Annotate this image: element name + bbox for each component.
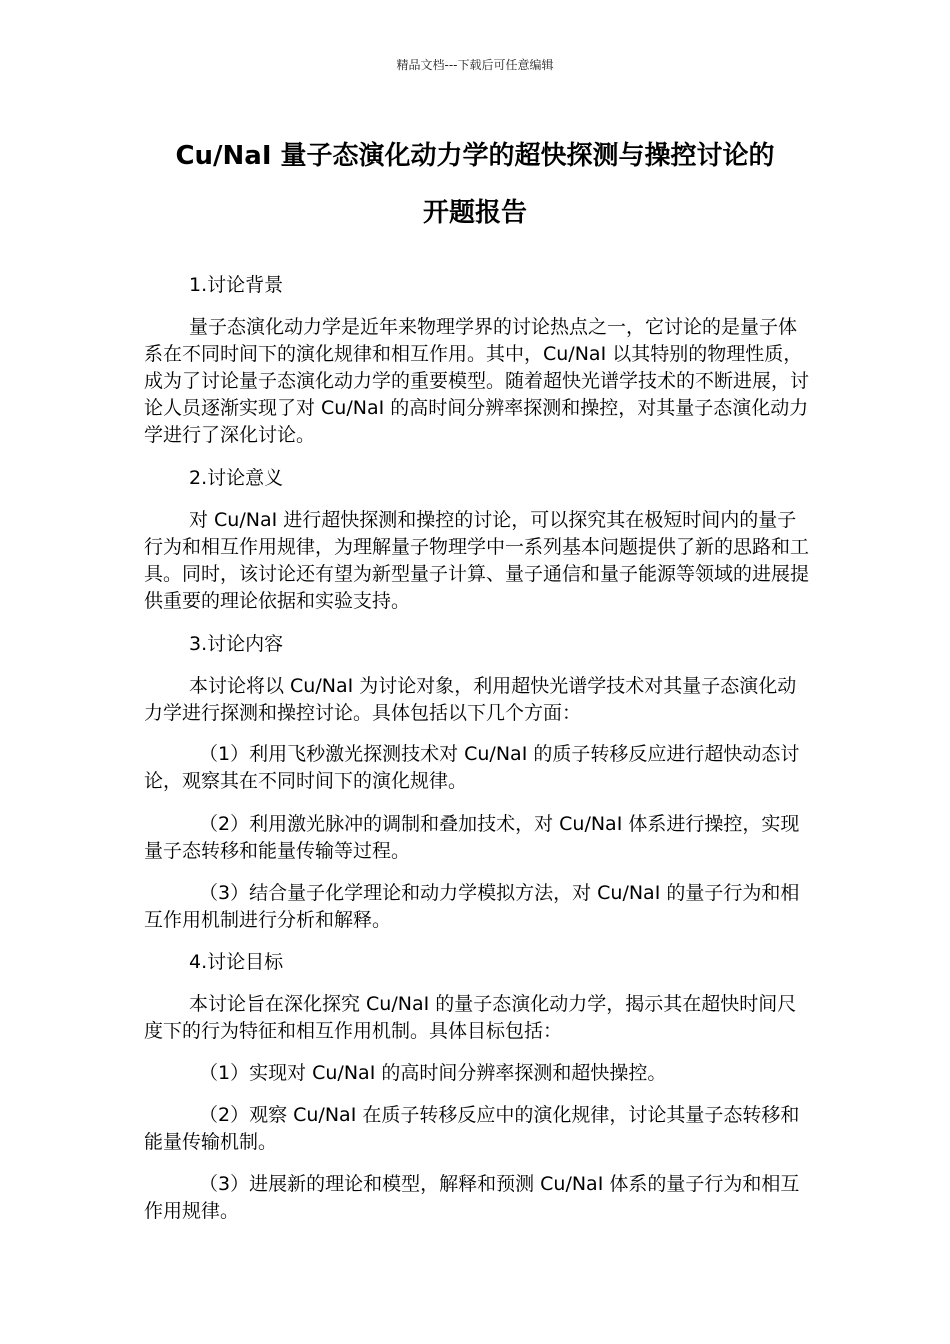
- paragraph-significance: 对 Cu/NaI 进行超快探测和操控的讨论，可以探究其在极短时间内的量子行为和相互作用规律，为理解量子物理学中一系列基本问题提供了新的思路和工具。同时，该讨论还有望为新型量子计算、量子通信和量子能源等领域的进展提供重要的理论依据和实验支持。: [144, 509, 810, 612]
- list-item: （2）利用激光脉冲的调制和叠加技术，对 Cu/NaI 体系进行操控，实现量子态转移和能量传输等过程。: [144, 813, 800, 862]
- section-heading-goals: 4.讨论目标: [189, 951, 284, 973]
- list-item: （1）利用飞秒激光探测技术对 Cu/NaI 的质子转移反应进行超快动态讨论，观察其在不同时间下的演化规律。: [144, 743, 800, 792]
- list-item: （3）结合量子化学理论和动力学模拟方法，对 Cu/NaI 的量子行为和相互作用机制进行分析和解释。: [144, 882, 800, 931]
- list-item: （2）观察 Cu/NaI 在质子转移反应中的演化规律，讨论其量子态转移和能量传输机制。: [144, 1104, 800, 1153]
- list-item: （3）进展新的理论和模型，解释和预测 Cu/NaI 体系的量子行为和相互作用规律。: [144, 1173, 800, 1222]
- document-title-line-1: Cu/NaI 量子态演化动力学的超快探测与操控讨论的: [175, 141, 775, 171]
- paragraph-goals: 本讨论旨在深化探究 Cu/NaI 的量子态演化动力学，揭示其在超快时间尺度下的行为特征和相互作用机制。具体目标包括：: [144, 993, 797, 1042]
- paragraph-content: 本讨论将以 Cu/NaI 为讨论对象，利用超快光谱学技术对其量子态演化动力学进行探测和操控讨论。具体包括以下几个方面：: [144, 675, 797, 724]
- section-heading-significance: 2.讨论意义: [189, 467, 284, 489]
- header-note: 精品文档---下载后可任意编辑: [396, 58, 554, 72]
- document-title-line-2: 开题报告: [422, 198, 527, 228]
- list-item: （1）实现对 Cu/NaI 的高时间分辨率探测和超快操控。: [199, 1062, 667, 1084]
- paragraph-background: 量子态演化动力学是近年来物理学界的讨论热点之一，它讨论的是量子体系在不同时间下的演化规律和相互作用。其中，Cu/NaI 以其特别的物理性质，成为了讨论量子态演化动力学的重要模型。随着超快光谱学技术的不断进展，讨论人员逐渐实现了对 Cu/NaI 的高时间分辨率探测和操控，对其量子态演化动力学进行了深化讨论。: [144, 316, 810, 446]
- section-heading-content: 3.讨论内容: [189, 633, 284, 655]
- section-heading-background: 1.讨论背景: [189, 274, 284, 296]
